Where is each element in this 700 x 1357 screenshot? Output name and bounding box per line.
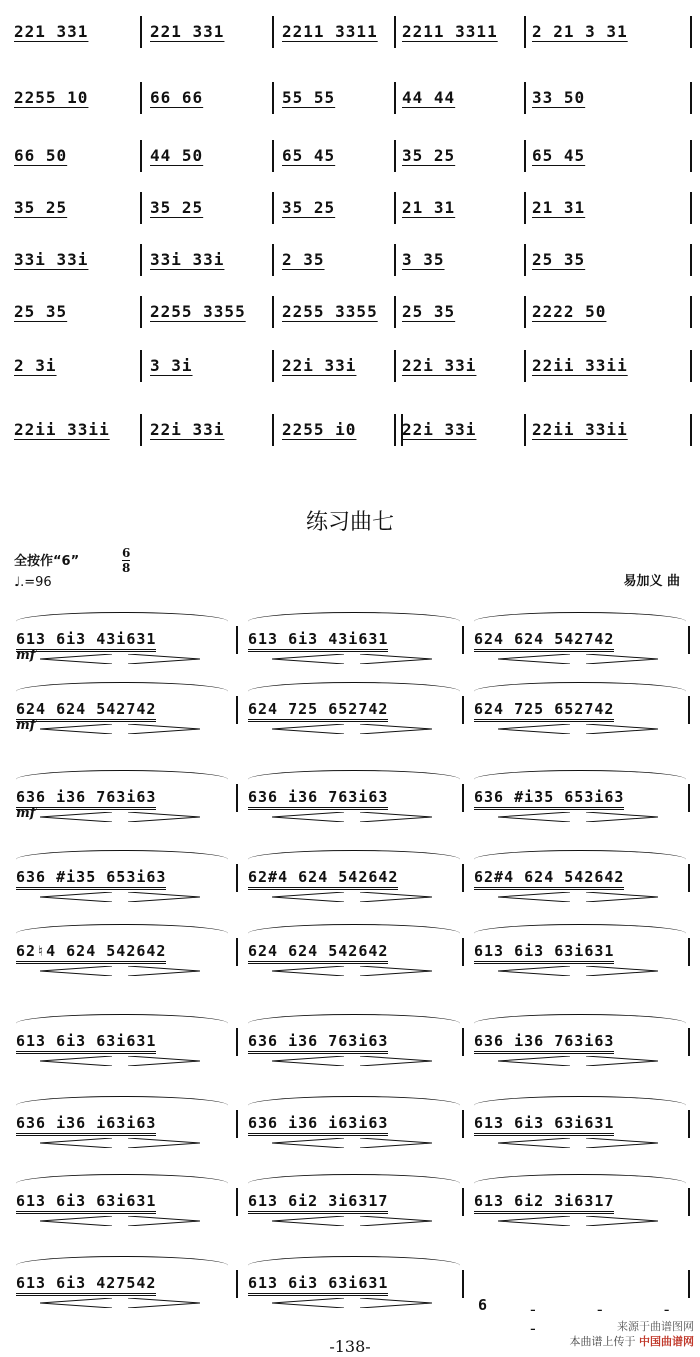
exercise-measure	[248, 766, 460, 826]
note-group: 613 6i2 3i6317	[248, 1192, 388, 1214]
barline	[462, 938, 464, 966]
barline	[236, 1110, 238, 1138]
note-group: 613 6i2 3i6317	[474, 1192, 614, 1214]
exercise-row	[0, 1170, 700, 1230]
note-group: 613 6i3 63i631	[474, 942, 614, 964]
upper-row	[0, 292, 700, 332]
upper-row	[0, 136, 700, 176]
upper-measure: 22i 33i	[402, 356, 477, 375]
note-group: 613 6i3 63i631	[248, 1274, 388, 1296]
slur	[248, 1096, 460, 1115]
upper-measure: 22i 33i	[150, 420, 225, 439]
time-signature	[122, 546, 130, 575]
slur	[474, 682, 686, 701]
upper-measure: 65 45	[282, 146, 336, 165]
exercise-measure	[248, 846, 460, 906]
barline	[140, 244, 142, 276]
slur	[248, 850, 460, 869]
final-dashes: - - - -	[530, 1300, 698, 1338]
barline	[524, 16, 526, 48]
barline	[394, 16, 396, 48]
upper-measure: 3 3i	[150, 356, 193, 375]
dynamic-mf: mf	[16, 806, 36, 821]
exercise-measure	[474, 766, 686, 826]
upper-measure: 22i 33i	[402, 420, 477, 439]
slur	[16, 682, 228, 701]
exercise-measure	[248, 608, 460, 668]
barline	[688, 938, 690, 966]
exercise-measure	[248, 678, 460, 738]
note-group: 613 6i3 43i631	[16, 630, 156, 652]
upper-measure: 2211 3311	[282, 22, 378, 41]
slur	[474, 850, 686, 869]
note-group: 613 6i3 63i631	[16, 1192, 156, 1214]
note-group: 624 725 652742	[474, 700, 614, 722]
note-group: 636 #i35 653i63	[474, 788, 624, 810]
barline	[462, 784, 464, 812]
upper-measure: 44 44	[402, 88, 456, 107]
barline	[236, 784, 238, 812]
note-group: 613 6i3 63i631	[474, 1114, 614, 1136]
note-group: 613 6i3 43i631	[248, 630, 388, 652]
note-group: 636 i36 i63i63	[248, 1114, 388, 1136]
upper-measure: 25 35	[532, 250, 586, 269]
note-group: 613 6i3 427542	[16, 1274, 156, 1296]
exercise-measure	[474, 1170, 686, 1230]
barline	[140, 140, 142, 172]
slur	[474, 770, 686, 789]
page-number: -138-	[329, 1337, 371, 1356]
note-group: 62♮4 624 542642	[16, 942, 166, 964]
barline	[236, 626, 238, 654]
watermark-logo: 中国曲谱网	[639, 1335, 694, 1348]
barline	[272, 140, 274, 172]
slur	[16, 1174, 228, 1193]
dynamic-mf: mf	[16, 718, 36, 733]
tempo-marking: ♩.=96	[14, 575, 52, 590]
barline	[236, 696, 238, 724]
slur	[16, 850, 228, 869]
barline	[140, 296, 142, 328]
barline	[236, 864, 238, 892]
slur	[16, 612, 228, 631]
upper-measure: 22ii 33ii	[14, 420, 110, 439]
barline	[690, 16, 692, 48]
upper-measure: 2211 3311	[402, 22, 498, 41]
barline	[394, 192, 396, 224]
watermark-text: 本曲谱上传于	[569, 1335, 636, 1348]
barline	[272, 414, 274, 446]
upper-row	[0, 78, 700, 118]
note-group: 636 i36 763i63	[474, 1032, 614, 1054]
upper-measure: 2255 10	[14, 88, 89, 107]
exercise-row	[0, 920, 700, 980]
upper-measure: 55 55	[282, 88, 336, 107]
slur	[474, 1174, 686, 1193]
barline	[462, 1028, 464, 1056]
watermark	[570, 1333, 695, 1349]
barline	[688, 864, 690, 892]
barline	[690, 296, 692, 328]
barline	[140, 16, 142, 48]
slur	[248, 612, 460, 631]
upper-measure: 221 331	[14, 22, 89, 41]
watermark-source: 来源于曲谱图网	[617, 1320, 694, 1333]
barline	[690, 350, 692, 382]
exercise-row	[0, 766, 700, 826]
upper-row	[0, 240, 700, 280]
piece-title: 练习曲七	[305, 510, 394, 535]
note-group: 62#4 624 542642	[248, 868, 398, 890]
exercise-measure	[16, 920, 228, 980]
upper-row	[0, 188, 700, 228]
exercise-row	[0, 846, 700, 906]
exercise-measure	[248, 1092, 460, 1152]
note-group: 613 6i3 63i631	[16, 1032, 156, 1054]
note-group: 636 #i35 653i63	[16, 868, 166, 890]
exercise-measure	[474, 1010, 686, 1070]
exercise-measure	[474, 846, 686, 906]
slur	[248, 682, 460, 701]
barline	[394, 296, 396, 328]
slur	[474, 1096, 686, 1115]
barline	[690, 414, 692, 446]
exercise-measure	[16, 678, 228, 738]
upper-measure: 44 50	[150, 146, 204, 165]
upper-measure: 21 31	[402, 198, 456, 217]
barline	[394, 244, 396, 276]
barline	[524, 192, 526, 224]
upper-row	[0, 12, 700, 52]
upper-measure: 25 35	[402, 302, 456, 321]
exercise-measure	[16, 1170, 228, 1230]
upper-measure: 35 25	[150, 198, 204, 217]
barline	[462, 696, 464, 724]
exercise-measure	[248, 1170, 460, 1230]
exercise-measure	[16, 1010, 228, 1070]
upper-measure: 25 35	[14, 302, 68, 321]
upper-measure: 2255 3355	[150, 302, 246, 321]
upper-measure: 21 31	[532, 198, 586, 217]
barline	[524, 82, 526, 114]
exercise-row	[0, 1010, 700, 1070]
exercise-row	[0, 608, 700, 668]
upper-measure: 2255 i0	[282, 420, 357, 439]
upper-measure: 35 25	[14, 198, 68, 217]
note-group: 624 624 542642	[248, 942, 388, 964]
barline	[524, 414, 526, 446]
slur	[16, 1256, 228, 1275]
exercise-measure	[16, 766, 228, 826]
barline	[688, 1188, 690, 1216]
barline	[272, 192, 274, 224]
exercise-measure	[248, 1252, 460, 1312]
barline	[524, 350, 526, 382]
barline	[236, 1028, 238, 1056]
barline	[272, 16, 274, 48]
barline	[272, 82, 274, 114]
barline	[394, 350, 396, 382]
slur	[248, 1174, 460, 1193]
upper-measure: 65 45	[532, 146, 586, 165]
upper-measure: 66 50	[14, 146, 68, 165]
slur	[248, 1256, 460, 1275]
barline	[236, 1188, 238, 1216]
barline	[690, 192, 692, 224]
slur	[16, 1014, 228, 1033]
barline	[524, 296, 526, 328]
barline	[462, 1188, 464, 1216]
upper-measure: 2 35	[282, 250, 325, 269]
dynamic-mf: mf	[16, 648, 36, 663]
barline	[688, 1028, 690, 1056]
slur	[474, 924, 686, 943]
barline	[236, 938, 238, 966]
upper-measure: 3 35	[402, 250, 445, 269]
exercise-measure	[16, 608, 228, 668]
barline	[688, 1110, 690, 1138]
upper-row	[0, 410, 700, 450]
slur	[474, 612, 686, 631]
barline	[462, 864, 464, 892]
barline	[272, 350, 274, 382]
fingering-label: 全按作“6”	[14, 554, 80, 569]
barline	[394, 414, 403, 446]
upper-measure: 22ii 33ii	[532, 420, 628, 439]
upper-measure: 33 50	[532, 88, 586, 107]
note-group: 636 i36 i63i63	[16, 1114, 156, 1136]
exercise-measure	[16, 1252, 228, 1312]
upper-measure: 35 25	[402, 146, 456, 165]
note-group: 624 624 542742	[474, 630, 614, 652]
barline	[690, 244, 692, 276]
barline	[462, 1270, 464, 1298]
note-group: 62#4 624 542642	[474, 868, 624, 890]
barline	[462, 1110, 464, 1138]
barline	[690, 82, 692, 114]
exercise-measure	[474, 678, 686, 738]
slur	[248, 1014, 460, 1033]
exercise-measure	[474, 1092, 686, 1152]
barline	[524, 244, 526, 276]
barline	[272, 244, 274, 276]
final-barline	[688, 1270, 690, 1298]
slur	[248, 924, 460, 943]
note-group: 636 i36 763i63	[16, 788, 156, 810]
upper-measure: 22i 33i	[282, 356, 357, 375]
upper-measure: 35 25	[282, 198, 336, 217]
barline	[140, 192, 142, 224]
slur	[16, 1096, 228, 1115]
barline	[690, 140, 692, 172]
barline	[688, 696, 690, 724]
upper-measure: 2 21 3 31	[532, 22, 628, 41]
upper-measure: 2255 3355	[282, 302, 378, 321]
barline	[524, 140, 526, 172]
exercise-row	[0, 1092, 700, 1152]
upper-measure: 221 331	[150, 22, 225, 41]
barline	[140, 350, 142, 382]
upper-measure: 22ii 33ii	[532, 356, 628, 375]
exercise-measure	[16, 1092, 228, 1152]
barline	[462, 626, 464, 654]
barline	[140, 82, 142, 114]
exercise-measure	[248, 1010, 460, 1070]
note-group: 636 i36 763i63	[248, 1032, 388, 1054]
exercise-measure	[248, 920, 460, 980]
exercise-measure	[474, 608, 686, 668]
exercise-row	[0, 678, 700, 738]
composer-credit: 易加义 曲	[623, 574, 680, 589]
final-fermata-note: 6	[478, 1296, 488, 1314]
note-group: 636 i36 763i63	[248, 788, 388, 810]
time-sig-bottom: 8	[122, 561, 131, 575]
barline	[394, 82, 396, 114]
exercise-measure	[474, 920, 686, 980]
upper-measure: 33i 33i	[150, 250, 225, 269]
note-group: 624 624 542742	[16, 700, 156, 722]
upper-measure: 66 66	[150, 88, 204, 107]
barline	[688, 626, 690, 654]
barline	[272, 296, 274, 328]
barline	[140, 414, 142, 446]
slur	[16, 770, 228, 789]
slur	[248, 770, 460, 789]
barline	[236, 1270, 238, 1298]
exercise-measure	[16, 846, 228, 906]
upper-measure: 2 3i	[14, 356, 57, 375]
slur	[474, 1014, 686, 1033]
time-sig-top: 6	[122, 546, 131, 560]
barline	[394, 140, 396, 172]
slur	[16, 924, 228, 943]
note-group: 624 725 652742	[248, 700, 388, 722]
upper-measure: 2222 50	[532, 302, 607, 321]
upper-measure: 33i 33i	[14, 250, 89, 269]
barline	[688, 784, 690, 812]
upper-row	[0, 346, 700, 386]
